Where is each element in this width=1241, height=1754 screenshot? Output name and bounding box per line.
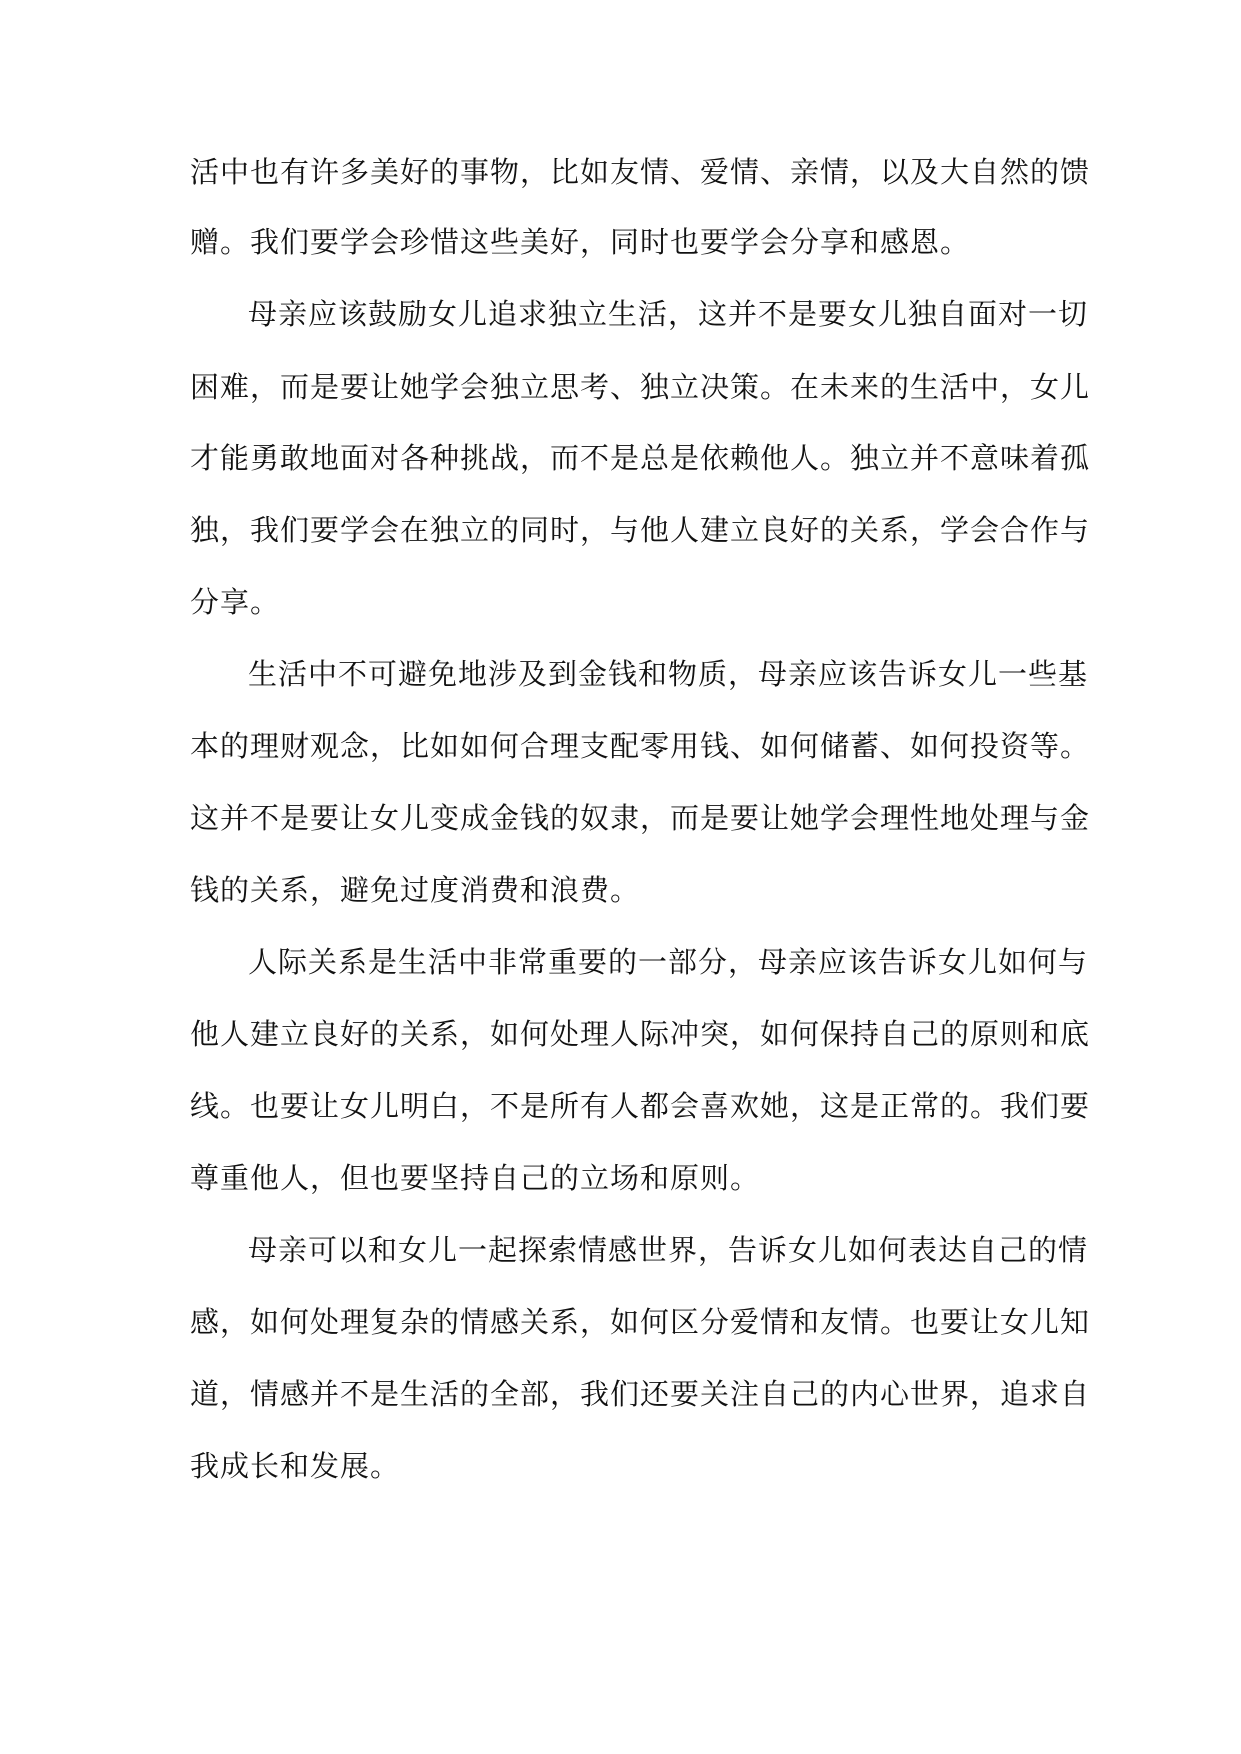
paragraph-2-line-1: 母亲应该鼓励女儿追求独立生活，这并不是要女儿独自面对一切 [248,297,1089,331]
paragraph-5-line-1: 母亲可以和女儿一起探索情感世界，告诉女儿如何表达自己的情 [248,1233,1089,1267]
paragraph-2-line-4: 独，我们要学会在独立的同时，与他人建立良好的关系，学会合作与 [190,513,1091,547]
paragraph-3-line-2: 本的理财观念，比如如何合理支配零用钱、如何储蓄、如何投资等。 [190,729,1091,763]
paragraph-3-line-4: 钱的关系，避免过度消费和浪费。 [190,873,641,907]
paragraph-4-line-3: 线。也要让女儿明白，不是所有人都会喜欢她，这是正常的。我们要 [190,1089,1091,1123]
paragraph-3-line-1: 生活中不可避免地涉及到金钱和物质，母亲应该告诉女儿一些基 [248,657,1089,691]
paragraph-5-line-3: 道，情感并不是生活的全部，我们还要关注自己的内心世界，追求自 [190,1377,1091,1411]
paragraph-2-line-3: 才能勇敢地面对各种挑战，而不是总是依赖他人。独立并不意味着孤 [190,441,1091,475]
paragraph-1-line-1: 活中也有许多美好的事物，比如友情、爱情、亲情，以及大自然的馈 [190,155,1091,189]
paragraph-4-line-1: 人际关系是生活中非常重要的一部分，母亲应该告诉女儿如何与 [248,945,1089,979]
paragraph-4-line-2: 他人建立良好的关系，如何处理人际冲突，如何保持自己的原则和底 [190,1017,1091,1051]
paragraph-5-line-4: 我成长和发展。 [190,1449,401,1483]
paragraph-5-line-2: 感，如何处理复杂的情感关系，如何区分爱情和友情。也要让女儿知 [190,1305,1091,1339]
paragraph-2-line-5: 分享。 [190,585,281,619]
paragraph-1-line-2: 赠。我们要学会珍惜这些美好，同时也要学会分享和感恩。 [190,225,971,259]
paragraph-3-line-3: 这并不是要让女儿变成金钱的奴隶，而是要让她学会理性地处理与金 [190,801,1091,835]
paragraph-4-line-4: 尊重他人，但也要坚持自己的立场和原则。 [190,1161,761,1195]
paragraph-2-line-2: 困难，而是要让她学会独立思考、独立决策。在未来的生活中，女儿 [190,370,1091,404]
